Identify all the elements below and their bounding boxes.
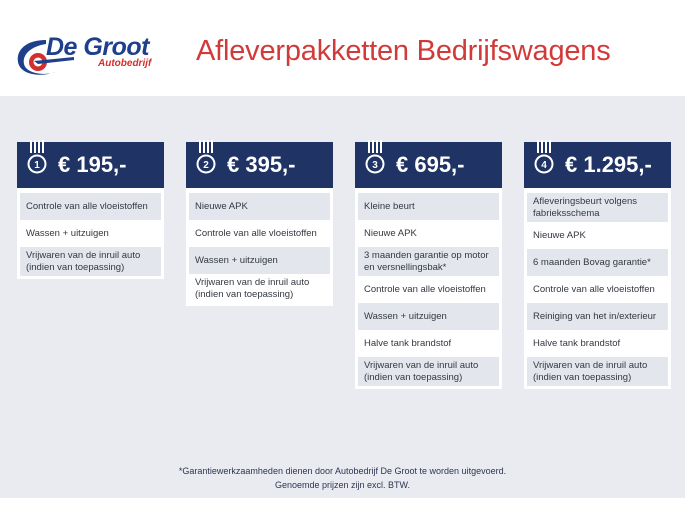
footer-price-note: Genoemde prijzen zijn excl. BTW. [274,480,411,490]
list-item: Vrijwaren van de inruil auto (indien van toepassing) [358,357,499,386]
svg-text:1: 1 [34,160,40,171]
package-price: € 1.295,- [565,152,652,177]
package-card-1 [17,142,164,279]
page-title: Afleverpakketten Bedrijfswagens [196,35,611,67]
package-price: € 695,- [396,152,465,177]
list-item: Halve tank brandstof [364,337,452,349]
packages-section [0,96,685,498]
list-item: Vrijwaren van de inruil auto (indien van toepassing) [20,247,161,276]
list-item: Wassen + uitzuigen [358,303,499,330]
package-header [17,142,164,188]
list-item: Reiniging van het in/exterieur [527,303,668,330]
medal-icon [26,140,48,182]
footer-warranty-note: *Garantiewerkzaamheden dienen door Autobedrijf De Groot te worden uitgevoerd. [178,466,507,476]
list-item: Controle van alle vloeistoffen [533,283,655,295]
list-item: Afleveringsbeurt volgens fabrieksschema [527,193,668,222]
footer-note [0,464,685,492]
list-item: Nieuwe APK [364,227,417,239]
list-item: Wassen + uitzuigen [26,227,109,239]
medal-icon [533,140,555,182]
package-header [355,142,502,188]
list-item: 3 maanden garantie op motor en versnellingsbak* [358,247,499,276]
list-item: Kleine beurt [358,193,499,220]
list-item: Nieuwe APK [189,193,330,220]
medal-icon [195,140,217,182]
package-price: € 395,- [227,152,296,177]
svg-text:3: 3 [372,160,378,171]
svg-text:2: 2 [203,160,209,171]
package-header [524,142,671,188]
de-groot-logo[interactable] [16,34,156,84]
list-item: Vrijwaren van de inruil auto (indien van toepassing) [527,357,668,386]
package-card-2 [186,142,333,306]
list-item: Controle van alle vloeistoffen [20,193,161,220]
page-header [0,0,685,96]
logo-subtitle: Autobedrijf [98,58,152,69]
list-item: 6 maanden Bovag garantie* [527,249,668,276]
list-item: Halve tank brandstof [533,337,621,349]
list-item: Controle van alle vloeistoffen [195,227,317,239]
list-item: Nieuwe APK [533,229,586,241]
package-header [186,142,333,188]
list-item: Vrijwaren van de inruil auto (indien van toepassing) [195,277,310,300]
list-item: Controle van alle vloeistoffen [364,283,486,295]
list-item: Wassen + uitzuigen [189,247,330,274]
package-price: € 195,- [58,152,127,177]
package-card-3 [355,142,502,389]
medal-icon [364,140,386,182]
package-card-4 [524,142,671,389]
logo-name: De Groot [46,33,149,61]
svg-text:4: 4 [541,160,547,171]
